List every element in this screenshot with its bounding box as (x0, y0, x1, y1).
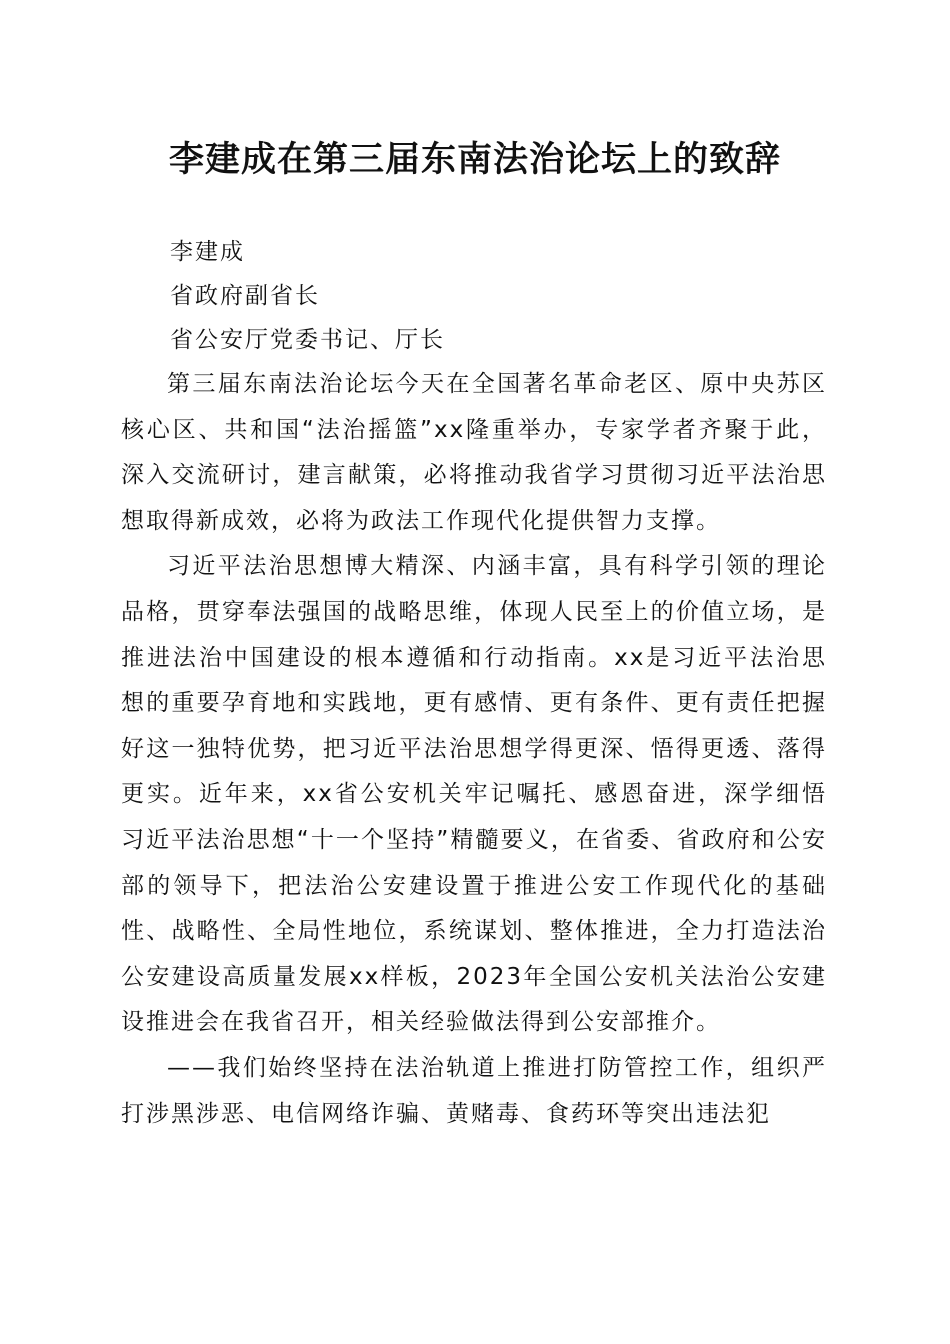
paragraph-rule-of-law-thought: 习近平法治思想博大精深、内涵丰富，具有科学引领的理论品格，贯穿奉法强国的战略思维，体现人民至上的价值立场，是推进法治中国建设的根本遵循和行动指南。xx是习近平法治思想的重要孕育地和实践地，更有感情、更有条件、更有责任把握好这一独特优势，把习近平法治思想学得更深、悟得更透、落得更实。近年来，xx省公安机关牢记嘱托、感恩奋进，深学细悟习近平法治思想“十一个坚持”精髓要义，在省委、省政府和公安部的领导下，把法治公安建设置于推进公安工作现代化的基础性、战略性、全局性地位，系统谋划、整体推进，全力打造法治公安建设高质量发展xx样板，2023年全国公安机关法治公安建设推进会在我省召开，相关经验做法得到公安部推介。 (121, 553, 827, 1036)
document-body (121, 362, 827, 1137)
document-title: 李建成在第三届东南法治论坛上的致辞 (168, 139, 781, 180)
author-name: 李建成 (170, 239, 245, 265)
author-position-police-chief: 省公安厅党委书记、厅长 (170, 327, 445, 353)
paragraph-enforcement: ——我们始终坚持在法治轨道上推进打防管控工作，组织严打涉黑涉恶、电信网络诈骗、黄赌毒、食药环等突出违法犯 (121, 1054, 827, 1127)
paragraph-opening: 第三届东南法治论坛今天在全国著名革命老区、原中央苏区核心区、共和国“法治摇篮”xx隆重举办，专家学者齐聚于此，深入交流研讨，建言献策，必将推动我省学习贯彻习近平法治思想取得新成效，必将为政法工作现代化提供智力支撑。 (121, 371, 827, 534)
author-position-vice-governor: 省政府副省长 (170, 283, 320, 309)
